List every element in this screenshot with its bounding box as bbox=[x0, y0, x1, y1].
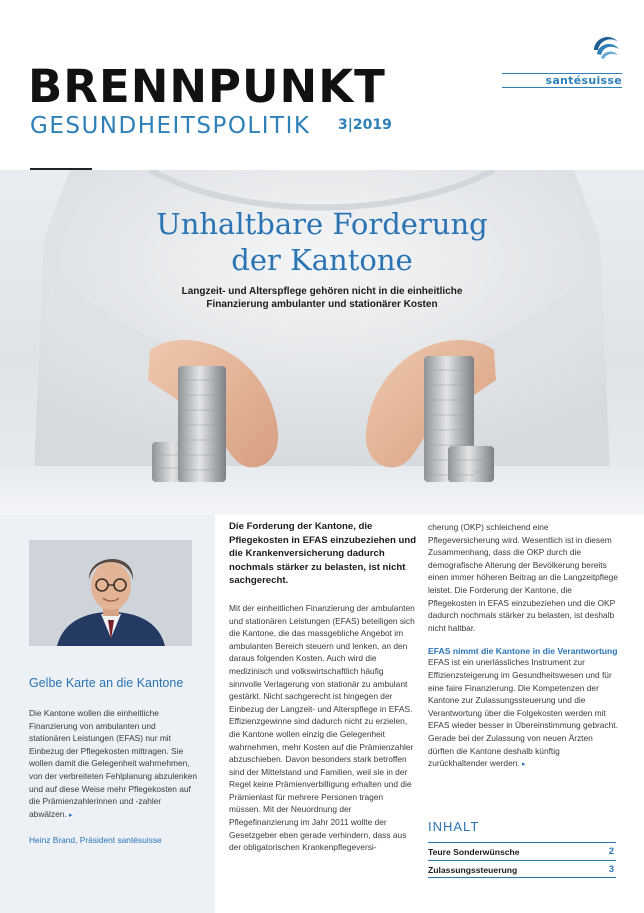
deck-line-1: Langzeit- und Alterspflege gehören nicht in die einheitliche bbox=[181, 286, 463, 297]
article-headline bbox=[0, 206, 644, 278]
article-deck bbox=[0, 285, 644, 311]
sidebar-text: Die Kantone wollen die einheitliche Finanzierung von ambulanten und stationären Leistungen (EFAS) nur mit Einbezug der Pflegekosten mittragen. Sie wollen damit die Gelegenheit wahrnehmen, von der verbreiteten Fehlplanung abzulenken und auf diese Weise mehr Pflegekosten auf die Prämienzahlerinnen und -zahler abwälzen. bbox=[29, 708, 198, 819]
end-arrow-icon: ▸ bbox=[522, 761, 526, 769]
toc-heading: INHALT bbox=[428, 819, 480, 834]
logo-wordmark: santésuisse bbox=[545, 74, 622, 87]
toc-item[interactable] bbox=[428, 842, 616, 860]
toc-item[interactable] bbox=[428, 860, 616, 878]
sidebar-author: Heinz Brand, Präsident santésuisse bbox=[29, 835, 162, 845]
article-subhead: EFAS nimmt die Kantone in die Verantwortung bbox=[428, 646, 618, 657]
article-lead: Die Forderung der Kantone, die Pflegekosten in EFAS einzubeziehen und die Krankenversicherung dadurch nochmals stärker zu belasten, ist nicht sachgerecht. bbox=[229, 521, 417, 587]
toc-item-label: Zulassungssteuerung bbox=[428, 865, 518, 875]
toc-item-label: Teure Sonderwünsche bbox=[428, 847, 520, 857]
article-body-2: cherung (OKP) schleichend eine Pflegeversicherung wird. Wesentlich ist in diesem Zusammenhang, dass die OKP durch die demografische Alterung der Bevölkerung bereits einen immer höheren Beitrag an die Langzeitpflege leistet. Die Forderung der Kantone, die Pflegekosten in EFAS einzubeziehen und die OKP dadurch nochmals stärker zu belasten, ist deshalb nicht haltbar. bbox=[428, 522, 618, 633]
logo-rule-bottom bbox=[502, 87, 622, 88]
swirl-logo-icon bbox=[588, 30, 622, 64]
sidebar-heading: Gelbe Karte an die Kantone bbox=[29, 676, 184, 690]
article-column-1 bbox=[229, 520, 417, 854]
author-portrait bbox=[29, 540, 192, 646]
toc-item-page: 2 bbox=[608, 846, 614, 857]
portrait-illustration bbox=[29, 540, 192, 646]
hero-image bbox=[0, 170, 644, 515]
publication-title: BRENNPUNKT bbox=[28, 60, 386, 113]
headline-line-2: der Kantone bbox=[231, 243, 413, 277]
article-body-3-text: EFAS ist ein unerlässliches Instrument zur Effizienzsteigerung im Gesundheitswesen und für eine faire Finanzierung. Die Kompetenzen der Kantone zur Zulassungssteuerung und die Verantwortung über die Folgekosten werden mit EFAS wieder besser in Übereinstimmung gebracht. Gerade bei der Zulassung von neuen Ärzten dürften die Kantone deshalb künftig zurückhaltender werden. bbox=[428, 657, 618, 769]
headline-line-1: Unhaltbare Forderung bbox=[156, 207, 488, 241]
article-body-3 bbox=[428, 656, 618, 771]
sidebar-body bbox=[29, 707, 199, 822]
publication-subtitle: GESUNDHEITSPOLITIK bbox=[30, 113, 311, 139]
santesuisse-logo bbox=[502, 30, 622, 88]
deck-line-2: Finanzierung ambulanter und stationärer Kosten bbox=[206, 299, 438, 310]
issue-number: 3|2019 bbox=[338, 117, 392, 133]
masthead bbox=[0, 0, 644, 170]
toc-item-page: 3 bbox=[608, 864, 614, 875]
article-body-1: Mit der einheitlichen Finanzierung der ambulanten und stationären Leistungen (EFAS) beteiligen sich die Kantone, die das massgebliche Angebot im ambulanten Bereich steuern und lenken, an den daraus folgenden Kosten. Auch wird die medizinisch und volkswirtschaftlich häufig sinnvolle Verlagerung von stationär zu ambulant gestärkt. Nicht sachgerecht ist hingegen der Einbezug der Langzeit- und Alterspflege in EFAS. Effizienzgewinne sind dadurch nicht zu erzielen, die Kantone wollen einzig die Gelegenheit wahrnehmen, mehr Kosten auf die Prämienzahler abzuschieben. Davon besonders stark betroffen sind der Mittelstand und Familien, weil sie in der Regel keine Prämienverbilligung erhalten und die Prämienlast für mehrere Personen tragen müssen. Mit der Neuordnung der Pflegefinanzierung im Jahr 2011 wollte der Gesetzgeber eben gerade verhindern, dass aus der obligatorischen Krankenpflegeversi- bbox=[229, 602, 415, 853]
article-column-2 bbox=[428, 521, 618, 772]
continue-arrow-icon: ▸ bbox=[69, 811, 73, 819]
